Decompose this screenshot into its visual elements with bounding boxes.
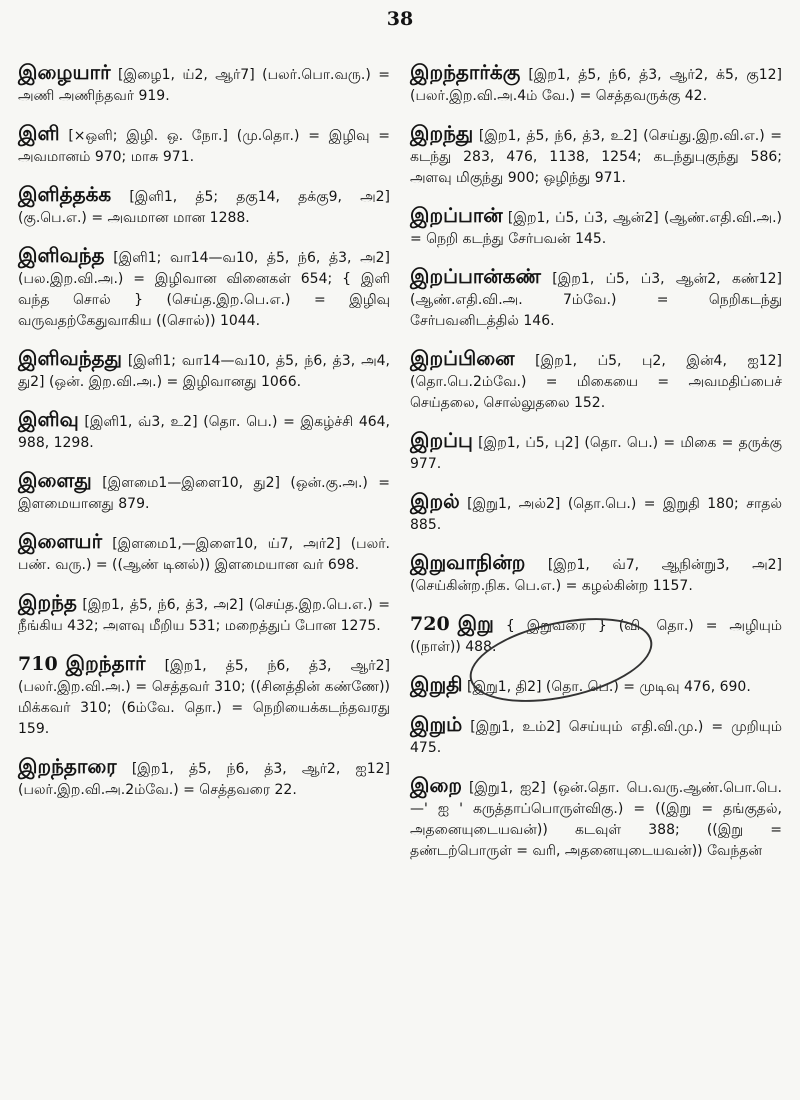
dictionary-entry [18,348,390,393]
headword: இறுதி [410,672,463,696]
dictionary-entry [410,491,782,536]
headword: இறப்பினை [410,346,515,370]
page-number: 38 [386,8,414,30]
definition: [இற1, த்5, ந்6, த்3, ஆர்2, க்5, கு12] (பலர்.இற.வி.அ.4ம் வே.) = செத்தவருக்கு 42. [410,67,782,104]
definition: [இழை1, ய்2, ஆர்7] (பலர்.பொ.வரு.) = அணி அணிந்தவர் 919. [18,67,390,104]
dictionary-entry [18,531,390,576]
dictionary-entry [410,674,782,698]
dictionary-entry [410,266,782,332]
headword: இளித்தக்க [18,182,112,206]
headword: இறப்பான்கண் [410,264,541,288]
dictionary-entry [410,430,782,475]
dictionary-entry [410,62,782,107]
dictionary-entry [18,653,390,740]
dictionary-entry [410,348,782,414]
dictionary-entry [18,245,390,332]
headword: இறு [457,611,494,635]
headword: இறும் [410,712,463,736]
headword: இறப்பு [410,428,473,452]
dictionary-entry [18,756,390,801]
headword: இறப்பான் [410,203,503,227]
headword: இறை [410,773,462,797]
definition: [இளமை1,—இளை10, ய்7, அர்2] (பலர். பண். வரு.) = ((ஆண் டினல்)) இளமையான வர் 698. [18,536,390,573]
headword: இறந்த [18,590,77,614]
dictionary-entry [410,205,782,250]
definition: [இற1, வ்7, ஆநின்று3, அ2] (செய்கின்ற.நிக. பெ.எ.) = கழல்கின்ற 1157. [410,557,783,594]
headword: இழையார் [18,60,111,84]
definition: [இற1, த்5, ந்6, த்3, அ2] (செய்த.இற.பெ.எ.) = நீங்கிய 432; அளவு மீறிய 531; மறைத்துப் போன 1275. [18,597,390,634]
definition: [இற1, ப்5, ப்3, ஆன்2, கண்12] (ஆண்.எதி.வி.அ. 7ம்வே.) = நெறிகடந்து சேர்பவனிடத்தில் 146. [410,271,782,329]
headword: இளிவந்தது [18,346,122,370]
dictionary-entry [18,470,390,515]
dictionary-entry [410,714,782,759]
section-number: 710 [18,653,58,675]
dictionary-entry [18,123,390,168]
definition: [இற1, த்5, ந்6, த்3, ஆர்2] (பலர்.இற.வி.அ.) = செத்தவர் 310; ((சினத்தின் கண்ணே)) மிக்கவர் 310; (6ம்வே. தொ.) = நெறியைக்கடந்தவரது 159. [18,658,390,737]
definition: [இளி1, த்5; தகு14, தக்கு9, அ2] (கு.பெ.எ.) = அவமான மான 1288. [18,189,391,226]
dictionary-entry [410,775,782,862]
dictionary-entry [410,123,782,189]
definition: [இற1, ப்5, ப்3, ஆன்2] (ஆண்.எதி.வி.அ.) = நெறி கடந்து சேர்பவன் 145. [410,210,783,247]
dictionary-entry [18,62,390,107]
right-column [410,48,782,878]
dictionary-entry [18,184,390,229]
left-column [18,48,390,817]
headword: இளி [18,121,60,145]
headword: இளைது [18,468,92,492]
definition: [×ஒளி; இழி. ஒ. நோ.] (மு.தொ.) = இழிவு = அவமானம் 970; மாசு 971. [18,128,391,165]
headword: இறல் [410,489,460,513]
headword: இளிவு [18,407,79,431]
dictionary-entry [18,592,390,637]
definition: { இறுவரை } (வி. தொ.) = அழியும் ((நாள்)) 488. [410,618,783,655]
dictionary-entry [410,613,782,658]
definition: [இற1, ப்5, பு2, இன்4, ஐ12] (தொ.பெ.2ம்வே.) = மிகையை = அவமதிப்பைச் செய்தலை, சொல்லுதலை 152. [410,353,783,411]
definition: [இளி1; வா14—வ10, த்5, ந்6, த்3, அ2] (பல.இற.வி.அ.) = இழிவான வினைகள் 654; { இளி வந்த சொல் } (செய்த.இற.பெ.எ.) = இழிவு வருவதற்கேதுவாகிய ((சொல்)) 1044. [18,250,390,329]
headword: இளிவந்த [18,243,105,267]
section-number: 720 [410,613,450,635]
definition: [இற1, த்5, ந்6, த்3, உ2] (செய்து.இற.வி.எ.) = கடந்து 283, 476, 1138, 1254; கடந்துபுகுந்து 586; அளவு மிகுந்து 900; ஒழிந்து 971. [410,128,783,186]
headword: இறந்து [410,121,474,145]
definition: [இறு1, அல்2] (தொ.பெ.) = இறுதி 180; சாதல் 885. [410,496,783,533]
definition: [இளி1; வா14—வ10, த்5, ந்6, த்3, அ4, து2] (ஒன். இற.வி.அ.) = இழிவானது 1066. [18,353,390,390]
definition: [இளி1, வ்3, உ2] (தொ. பெ.) = இகழ்ச்சி 464, 988, 1298. [18,414,390,451]
dictionary-entry [410,552,782,597]
definition: [இற1, ப்5, பு2] (தொ. பெ.) = மிகை = தருக்கு 977. [410,435,783,472]
headword: இளையர் [18,529,103,553]
definition: [இறு1, தி2] (தொ. பெ.) = முடிவு 476, 690. [467,679,751,695]
headword: இறுவாநின்ற [410,550,526,574]
definition: [இற1, த்5, ந்6, த்3, ஆர்2, ஐ12] (பலர்.இற.வி.அ.2ம்வே.) = செத்தவரை 22. [18,761,390,798]
headword: இறந்தார் [65,651,146,675]
definition: [இறு1, உம்2] செய்யும் எதி.வி.மு.) = முறியும் 475. [410,719,782,756]
definition: [இளமை1—இளை10, து2] (ஒன்.கு.அ.) = இளமையானது 879. [18,475,390,512]
dictionary-entry [18,409,390,454]
headword: இறந்தார்க்கு [410,60,521,84]
definition: [இறு1, ஐ2] (ஒன்.தொ. பெ.வரு.ஆண்.பொ.பெ.—' ஐ ' கருத்தாப்பொருள்விகு.) = ((இறு = தங்குதல், அதனையுடையவன்)) கடவுள் 388; ((இறு = தண்டற்பொருள் = வரி, அதனையுடையவன்)) வேந்தன் [410,780,783,859]
headword: இறந்தாரை [18,754,117,778]
